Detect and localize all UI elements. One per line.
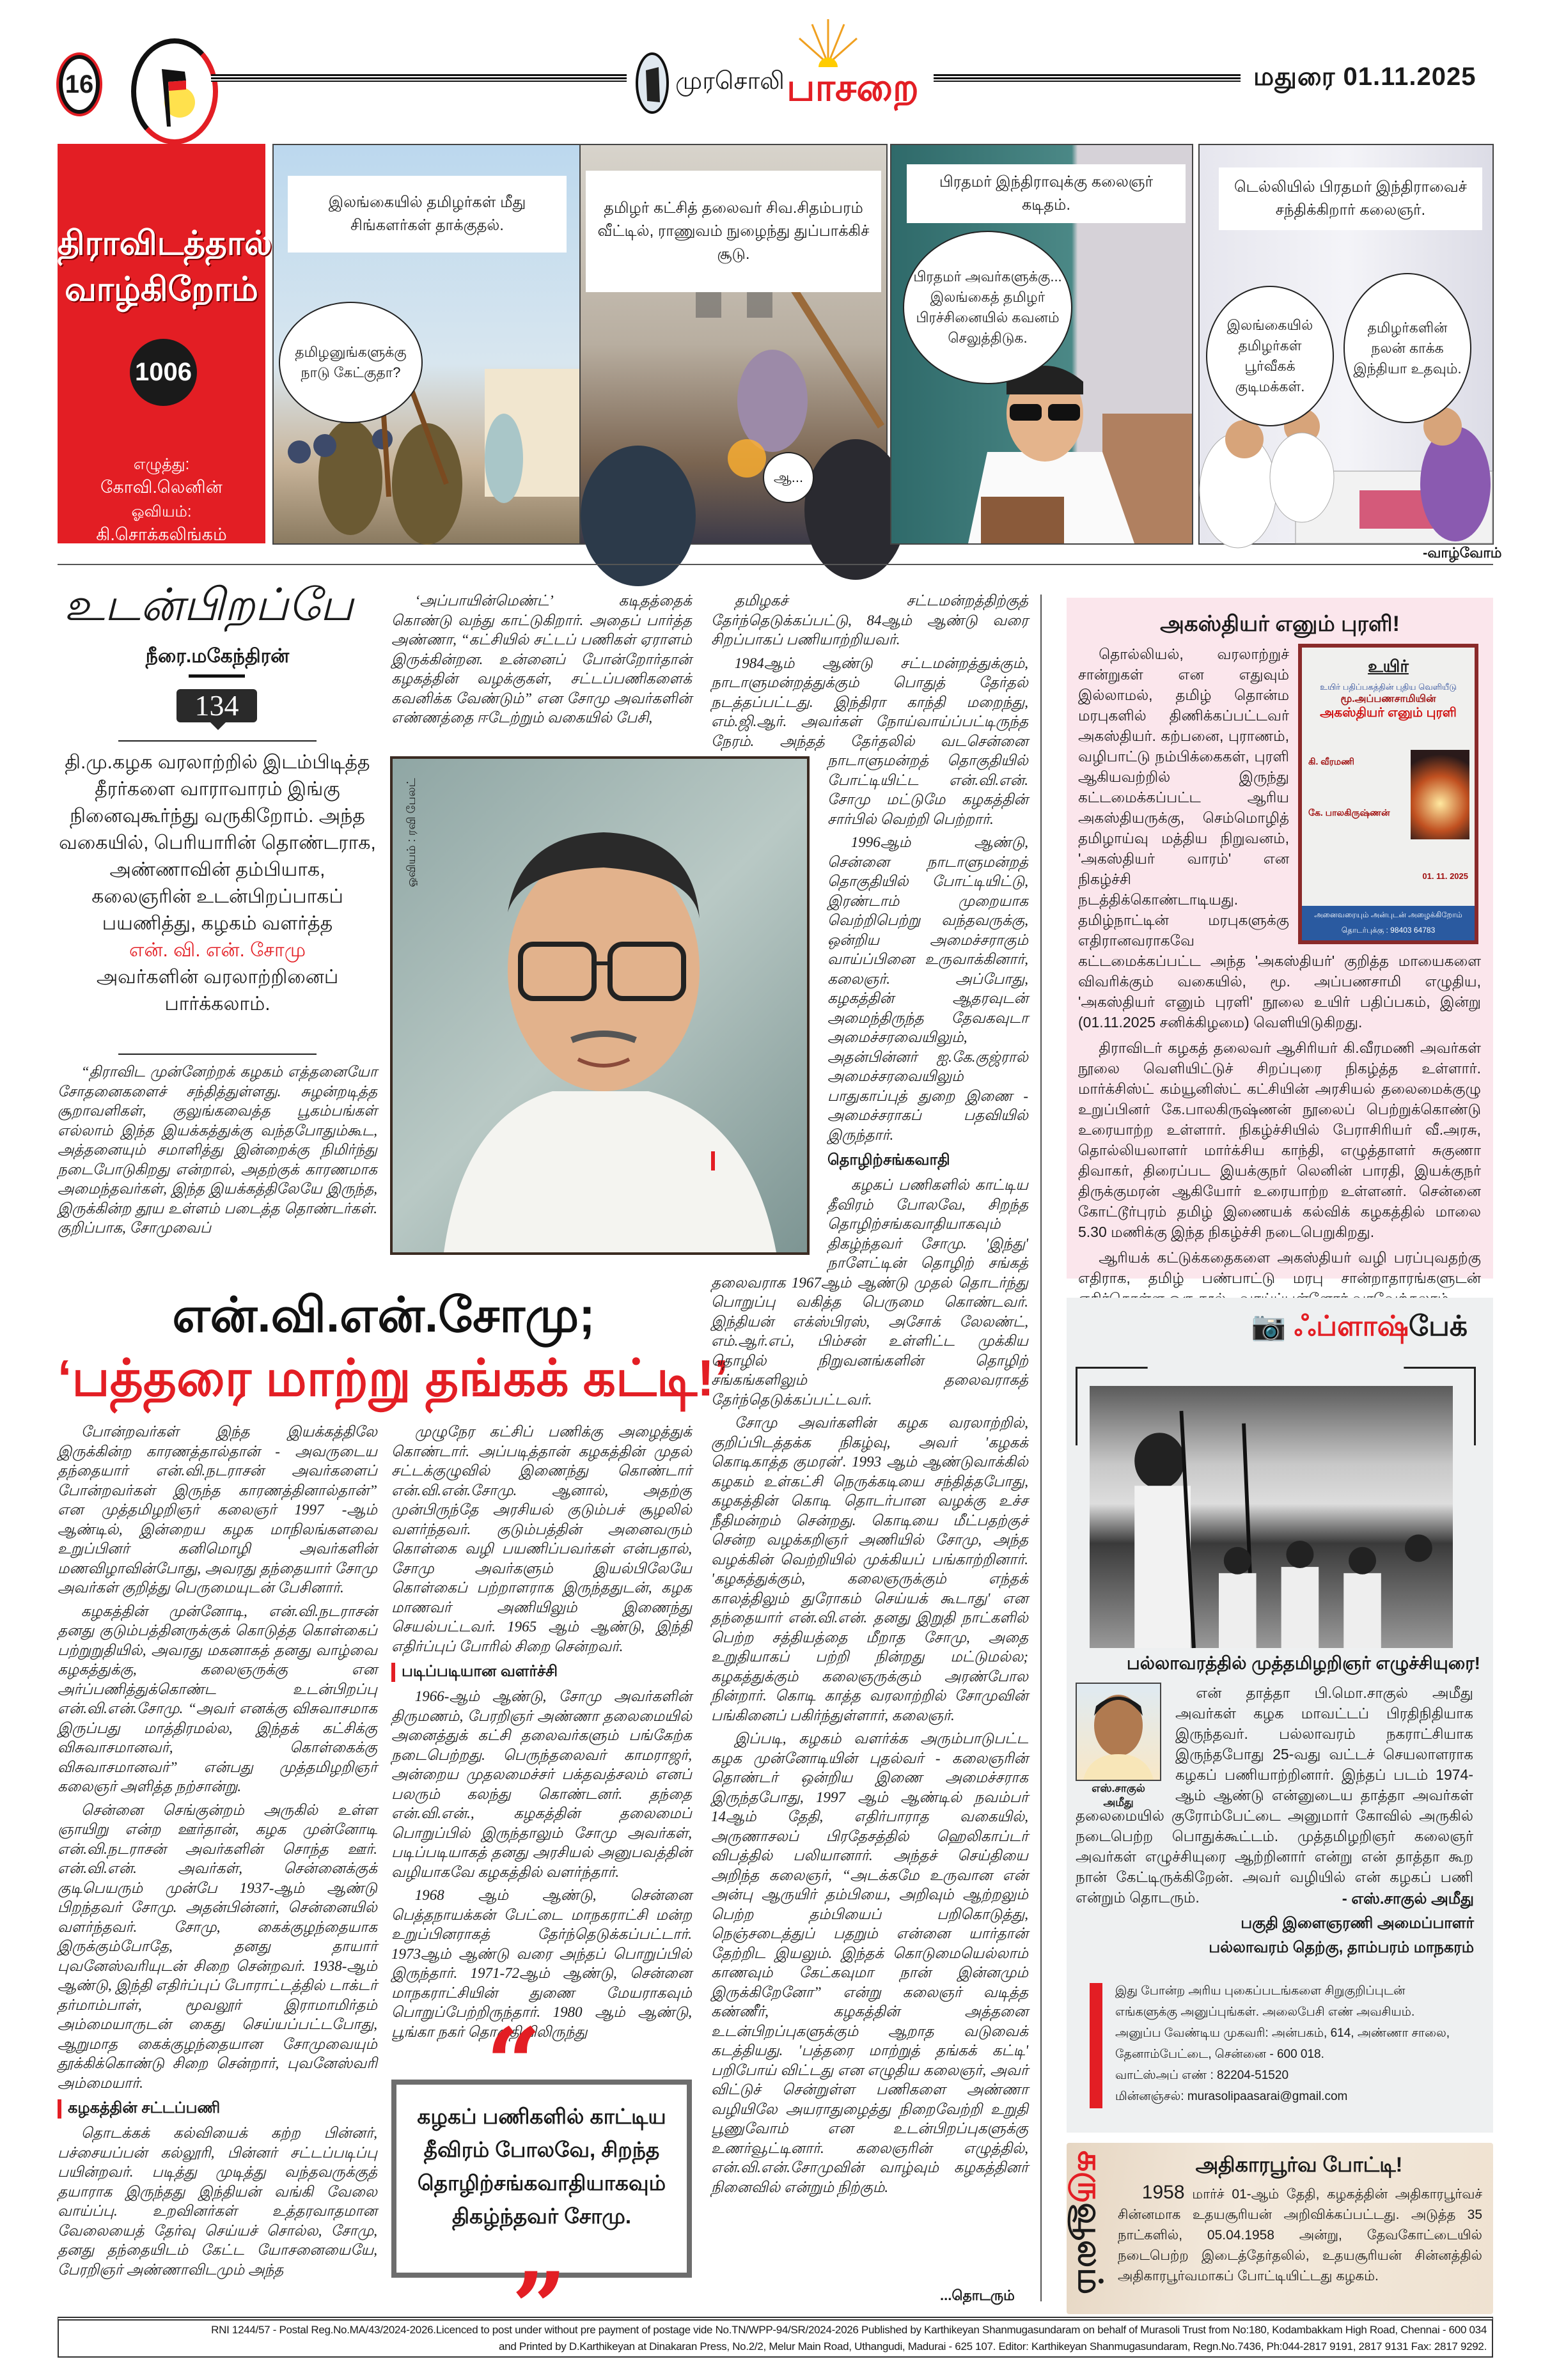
invite-contact: தொடர்புக்கு : 98403 64783 [1341, 926, 1436, 935]
writer-label: எழுத்து: [133, 456, 190, 473]
paragraph: 1996ஆம் ஆண்டு, சென்னை நாடாளுமன்றத் தொகுதியில் போட்டியிட்டு, இரண்டாம் முறையாக வெற்றிபெற்று வந்தவருக்கு, ஒன்றிய அமைச்சராகும் வாய்ப்பினை உருவாக்கினார், கலைஞர். அப்போது, கழகத்தின் ஆதரவுடன் அமைந்திருந்த தேவகவுடா அமைச்சரவையிலும், அதன்பின்னர் ஐ.கே.குஜ்ரால் அமைச்சரவையிலும் பாதுகாப்புத் துறை இணை - அமைச்சராகப் பதவியில் இருந்தார். [827, 834, 1028, 1143]
comic-caption: தமிழர் கட்சித் தலைவர் சிவ.சிதம்பரம் வீட்டில், ராணுவம் நுழைந்து துப்பாக்கிச் சூடு. [586, 171, 881, 292]
invite-publisher: உயிர் [1368, 657, 1409, 676]
badge-pointer [210, 722, 226, 730]
article-col1-bottom [58, 1422, 377, 2305]
flashback-title-red: ஃப்ளாஷ் [1294, 1311, 1409, 1342]
masthead-murasoli: முரசொலி [675, 68, 785, 95]
paragraph: போன்றவர்கள் இந்த இயக்கத்திலே இருக்கின்ற காரணத்தால்தான் - அவருடைய தந்தையார் என்.வி.நடராசன் அவர்களைப் போன்றவர்கள் இருந்த காரணத்தினால்தான்” என முத்தமிழறிஞர் கலைஞர் 1997 -ஆம் ஆண்டில், இன்றைய கழக மாநிலங்களவை உறுப்பினர் கனிமொழி அவர்களின் மணவிழாவின்போது, அவரது தந்தையார் சோமு அவர்கள் குறித்து பெருமையுடன் பேசினார். [58, 1424, 377, 1596]
invite-line: உயிர் பதிப்பகத்தின் புதிய வெளியீடு [1320, 682, 1457, 692]
book-box-title: அகஸ்தியர் எனும் புரளி! [1160, 612, 1400, 636]
artist-name: கி.சொக்கலிங்கம் [96, 525, 227, 544]
party-logo [131, 38, 218, 144]
flashback-box [1067, 1298, 1493, 2133]
sub-heading: கழகத்தின் சட்டப்பணி [58, 2099, 377, 2119]
imprint-footer [58, 2317, 1493, 2358]
speech-bubble: தமிழனுங்களுக்கு நாடு கேட்குதா? [279, 302, 423, 423]
paragraph: சென்னை செங்குன்றம் அருகில் உள்ள ஞாயிறு என்ற ஊர்தான், கழக முன்னோடி என்.வி.நடராசன் அவர்களின் சொந்த ஊர். என்.வி.என். அவர்கள், சென்னைக்குக் குடிபெயரும் முன்பே 1937-ஆம் ஆண்டு பிறந்தவர் சோமு. அதன்பின்னர், சென்னையில் வளர்ந்தவர். சோமு, கைக்குழந்தையாக இருக்கும்போதே, தனது தாயார் புவனேஸ்வரியுடன் சிறை சென்றவர். 1938-ஆம் ஆண்டு, இந்தி எதிர்ப்புப் போராட்டத்தில் டாக்டர் தர்மாம்பாள், மூவலூர் இராமாமிர்தம் அம்மையாருடன் கைது செய்யப்பட்டபோது, ஆறுமாத கைக்குழந்தையான சோமுவையும் தூக்கிக்கொண்டு சிறை சென்றார், புவனேஸ்வரி அம்மையார். [58, 1801, 377, 2091]
label-black: வூலம் [1071, 2202, 1108, 2295]
paragraph: இப்படி, கழகம் வளர்க்க அரும்பாடுபட்ட கழக முன்னோடியின் புதல்வர் - கலைஞரின் தொண்டர் ஒன்றிய இணை அமைச்சராக இருந்தபோது, 1997 ஆம் ஆண்டில் நவம்பர் 14ஆம் தேதி, எதிர்பாராத வகையில், அருணாசலப் பிரதேசத்தில் ஹெலிகாப்டர் விபத்தில் பலியானார். அந்தச் செய்தியை அறிந்த கலைஞர், “அடக்கமே உருவான என் அன்பு ஆருயிர் தம்பியை, அறிவும் ஆற்றலும் பெற்ற தம்பியைப் பறிகொடுத்து, நெஞ்சடைத்துப் பதறும் என்னை யார்தான் தேற்றிட இயலும். இந்தக் கொடுமையெல்லாம் காணவும் கேட்கவுமா நான் இன்னமும் இருக்கிறேனோ” என்று கலைஞர் வடித்த கண்ணீர், கழகத்தின் அத்தனை உடன்பிறப்புகளுக்கும் ஆறாத வடுவைக் கடத்தியது. 'பத்தரை மாற்றுத் தங்கக் கட்டி' பறிபோய் விட்டது என எழுதிய கலைஞர், அவர் விட்டுச் சென்றுள்ள பணிகளை அண்ணா வழியிலே அயராதுழைத்து நிறைவேற்றி உறுதி பூணுவோம் என உடன்பிறப்புகளுக்கு உணர்வூட்டினார். கலைஞரின் எழுத்தில், என்.வி.என்.சோமுவின் வாழ்வும் கழகத்தினர் நினைவில் என்றும் நிற்கும். [711, 1731, 1028, 2195]
invite-speaker: கே. பாலகிருஷ்ணன் [1308, 807, 1390, 818]
intro-rule [118, 1054, 317, 1055]
header-rule [934, 74, 1241, 82]
comic-art-shooting [581, 260, 886, 543]
intro-text: தி.மு.கழக வரலாற்றில் இடம்பிடித்த தீரர்களை வாராவாரம் இங்கு நினைவுகூர்ந்து வருகிறோம். அந்த வகையில், பெரியாரின் தொண்டராக, அண்ணாவின் தம்பியாக, கலைஞரின் உடன்பிறப்பாகப் பயணித்து, கழகம் வளர்த்த [59, 752, 376, 934]
paragraph: கழகத்தின் முன்னோடி, என்.வி.நடராசன் தனது குடும்பத்தினருக்குக் கொடுத்த கொள்கைப் பற்றுறுதியில், அவரது மகனாகத் தனது வாழ்வை கழகத்துக்கு, கலைஞருக்கு என அர்ப்பணித்துக்கொண்ட உடன்பிறப்பு என்.வி.என்.சோமு. “அவர் எனக்கு விசுவாசமாக இருப்பது மாத்திரமல்ல, இந்தக் கட்சிக்கு விசுவாசமானவர், கொள்கைக்கு விசுவாசமானவர்” என்பது முத்தமிழறிஞர் கலைஞர் அளித்த நற்சான்று. [58, 1603, 377, 1794]
to-be-continued: ...தொடரும் [940, 2287, 1015, 2303]
signature-place: பல்லாவரம் தெற்கு, தாம்பரம் மாநகரம் [1209, 1939, 1474, 1956]
info-email[interactable]: மின்னஞ்சல்: murasolipaasarai@gmail.com [1115, 2090, 1348, 2103]
karuvoolam-year: 1958 [1141, 2182, 1185, 2203]
imprint-line2: and Printed by D.Karthikeyan at Dinakaran Press, No.2/2, Melur Main Road, Uthangudi, Madurai - 625 107. Editor: Karthikeyan Shanmugasundaram, Regn.No.7436, Ph:044-2817 9191, 2817 9131 Fax: 2817 9292. [499, 2340, 1487, 2353]
paragraph: தொடக்கக் கல்வியைக் கற்ற பின்னர், பச்சையப்பன் கல்லூரி, பின்னர் சட்டப்படிப்பு பயின்றவர். படித்து முடித்து வந்தவருக்குத் தயாராக இருந்தது இந்தியன் வங்கி வேலை வாய்ப்பு. உறவினர்கள் உத்தரவாதமான வேலையைத் தேர்வு செய்யச் சொல்ல, சோமு, தனது தந்தையிடம் கேட்ட யோசனையையே, பேரறிஞர் அண்ணாவிடமும் அந்த [58, 2125, 377, 2278]
paragraph: 1984ஆம் ஆண்டு சட்டமன்றத்துக்கும், நாடாளுமன்றத்துக்கும் பொதுத் தேர்தல் நடத்தப்பட்டது. இந்திரா காந்தி மறைந்து, எம்.ஜி.ஆர். அவர்கள் நோய்வாய்ப்பட்டிருந்த நேரம். அந்தத் தேர்தலில் வடசென்னை நாடாளுமன்றத் தொகுதியில் போட்டியிட்ட என்.வி.என். சோமு மட்டுமே கழகத்தின் சார்பில் வெற்றி பெற்றார். [711, 655, 1028, 827]
speech-bubble: பிரதமர் அவர்களுக்கு... இலங்கைத் தமிழர் பிரச்சினையில் கவனம் செலுத்திடுக. [903, 231, 1072, 384]
writer-name: கோவி.லெனின் [100, 478, 223, 497]
contributor-caption: எஸ்.சாகுல் அமீது [1092, 1782, 1145, 1808]
signature-name: - எஸ்.சாகுல் அமீது [1342, 1890, 1474, 1908]
paragraph: கழகப் பணிகளில் காட்டிய தீவிரம் போலவே, சிறந்த தொழிற்சங்கவாதியாகவும் திகழ்ந்தவர் சோமு. 'இந்து' நாளேட்டின் தொழிற் சங்கத் தலைவராக 1967ஆம் ஆண்டு முதல் தொடர்ந்து பொறுப்பு வகித்த பெருமை கொண்டவர். இந்தியன் எக்ஸ்பிரஸ், அசோக் லேலண்ட், எம்.ஆர்.எப், பிம்சன் உள்ளிட்ட முக்கிய தொழில் நிறுவனங்களின் தொழிற் சங்கங்களிலும் தலைவராகத் தேர்ந்தெடுக்கப்பட்டவர். [711, 1177, 1028, 1408]
paragraph: ஆரியக் கட்டுக்கதைகளை அகஸ்தியர் வழி பரப்புவதற்கு எதிராக, தமிழ் பண்பாட்டு மரபு சான்றாதாரங்களுடன் [1078, 1249, 1481, 1286]
byline: நீரை.மகேந்திரன் [145, 646, 290, 667]
book-release-box [1067, 598, 1493, 1286]
paragraph: “திராவிட முன்னேற்றக் கழகம் எத்தனையோ சோதனைகளைச் சந்தித்துள்ளது. சுழன்றடித்த சூறாவளிகள், குலுங்கவைத்த பூகம்பங்கள் எல்லாம் இந்த இயக்கத்துக்கு வந்தபோதும்கூட, அத்தனையும் சமாளித்து இன்றைக்கு நிமிர்ந்து நடைபோடுகிறது என்றால், அதற்குக் காரணமாக அமைந்தவர்கள், இந்த இயக்கத்திலேயே இருந்த, இருக்கின்ற தூய உள்ளம் படைத்த தொண்டர்கள். குறிப்பாக, சோமுவைப் [58, 1064, 377, 1236]
masthead-paasarai: பாசறை [787, 66, 919, 109]
flashback-photo-scene [1090, 1386, 1453, 1648]
invite-book-title: அகஸ்தியர் எனும் புரளி [1320, 706, 1457, 720]
comic-panel-4 [1198, 144, 1494, 545]
article-col2-bottom [391, 1422, 692, 2040]
headline-line2: ‘பத்தரை மாற்று தங்கக் கட்டி!’ [58, 1349, 729, 1406]
paragraph: 1966-ஆம் ஆண்டு, சோமு அவர்களின் திருமணம், பேரறிஞர் அண்ணா தலைமையில் அனைத்துக் கட்சி தலைவர்களும் பங்கேற்க நடைபெற்றது. பெருந்தலைவர் காமராஜர், அன்றைய முதலமைச்சர் பக்தவத்சலம் எனப் பலரும் கலந்து கொண்டனர். தந்தை என்.வி.என்., கழகத்தின் தலைமைப் பொறுப்பில் இருந்தாலும் சோமு அவர்கள், படிப்படியாகத் தனது அரசியல் அனுபவத்தின் வழியாகவே கழகத்தில் வளர்ந்தார். [391, 1688, 692, 1880]
flashback-photo [1090, 1386, 1453, 1648]
artist-label: ஓவியம்: [131, 503, 192, 520]
karuvoolam-label [1070, 2151, 1109, 2294]
flashback-heading: பல்லாவரத்தில் முத்தமிழறிஞர் எழுச்சியுரை! [1126, 1653, 1480, 1673]
invite-footer-text: அனைவரையும் அன்புடன் அழைக்கிறோம் [1314, 910, 1462, 919]
book-box-text [1078, 644, 1481, 1286]
invite-speaker: கி. வீரமணி [1308, 756, 1354, 766]
comic-caption: பிரதமர் இந்திராவுக்கு கலைஞர் கடிதம். [907, 164, 1186, 223]
intro-text-end: அவர்களின் வரலாற்றினைப் பார்க்கலாம். [96, 967, 339, 1015]
drum-emblem-icon [633, 51, 671, 115]
byline-rule [189, 674, 245, 678]
imprint-line1: RNI 1244/57 - Postal Reg.No.MA/43/2024-2026.Licenced to post under without pre payment of postage vide No.TN/WPP-94/SR/2024-2026 Published by Karthikeyan Shanmugasundaram on behalf of Murasoli Trust from No:180, Kodambakkam High Road, Chennai - 600 034 [211, 2324, 1487, 2336]
label-red: கரு [1071, 2151, 1108, 2203]
intro-subject-name: என். வி. என். சோமு [129, 940, 306, 961]
pull-quote-box [391, 2080, 692, 2278]
paragraph: தொல்லியல், வரலாற்றுச் சான்றுகள் என எதுவும் இல்லாமல், தமிழ் தொன்ம மரபுகளில் திணிக்கப்பட்டவர் அகஸ்தியர். கற்பனை, புராணம், வழிபாட்டு நம்பிக்கைகள், புரளி ஆகியவற்றில் இருந்து கட்டமைக்கப்பட்ட ஆரிய அகஸ்தியருக்கு, செம்மொழித் தமிழாய்வு மத்திய நிறுவனம், 'அகஸ்தியர் வாரம்' என நிகழ்ச்சி நடத்திக்கொண்டாடியது. தமிழ்நாட்டின் மரபுகளுக்கு எதிரானவராகவே கட்டமைக்கப்பட்ட அந்த 'அகஸ்தியர்' குறித்த மாயைகளை விவரிக்கும் வகையில், மூ. அப்பணசாமி எழுதிய, 'அகஸ்தியர் எனும் புரளி' நூலை உயிர் பதிப்பகம், இன்று (01.11.2025 சனிக்கிழமை) வெளியிடுகிறது. [1078, 646, 1481, 1031]
comic-art-kalaignar-writing [891, 356, 1192, 543]
sub-heading: படிப்படியான வளர்ச்சி [391, 1663, 692, 1682]
flashback-section-title [1251, 1309, 1468, 1346]
series-title-line2: வாழ்கிறோம் [65, 271, 258, 308]
intro-rule [118, 740, 317, 742]
info-address: அனுப்ப வேண்டிய முகவரி: அன்பகம், 614, அண்ணா சாலை, தேனாம்பேட்டை, சென்னை - 600 018. [1115, 2026, 1450, 2061]
comic-panel-1 [272, 144, 581, 545]
open-quote-icon: “ [486, 2007, 542, 2120]
info-accent-bar [1090, 1983, 1102, 2108]
camera-icon: 📷 [1251, 1311, 1287, 1342]
karuvoolam-box [1067, 2143, 1493, 2314]
speech-bubble: ஆ... [763, 452, 814, 503]
column-divider [1040, 595, 1042, 2301]
comic-continued: -வாழ்வோம் [1423, 545, 1502, 561]
paragraph: சோமு அவர்களின் கழக வரலாற்றில், குறிப்பிடத்தக்க நிகழ்வு, அவர் 'கழகக் கொடிகாத்த குமரன்'. 1993 ஆம் ஆண்டுவாக்கில் கழகம் உள்கட்சி நெருக்கடியை சந்தித்தபோது, கழகத்தின் கொடி தொடர்பான வழக்கு உச்ச நீதிமன்றம் சென்றது. கொடியை மீட்பதற்குச் சென்ற வழக்கறிஞர் அணியில் சோமு, அந்த வழக்கின் வெற்றியில் முக்கியப் பங்காற்றினார். 'கழகத்துக்கும், கலைஞருக்கும் எந்தக் காலத்திலும் துரோகம் செய்யக் கூடாது' என தந்தையார் என்.வி.என். தனது இறுதி நாட்களில் பெற்ற சத்தியத்தை மீறாத சோமு, அதை உறுதியாகப் பற்றி நின்றது மட்டுமல்ல; கழகத்துக்கும் கலைஞருக்கும் அரண்போல நின்றார். கொடி காத்த வரலாற்றில் சோமுவின் பங்கினைப் பகிர்ந்துள்ளார், கலைஞர். [711, 1415, 1028, 1723]
sunrise-icon [793, 19, 863, 70]
edition-date: மதுரை 01.11.2025 [1253, 63, 1476, 91]
speech-bubble: இலங்கையில் தமிழர்கள் பூர்வீகக் குடிமக்கள். [1206, 286, 1334, 426]
flashback-body: என் தாத்தா பி.மொ.சாகுல் அமீது அவர்கள் கழக மாவட்டப் பிரதிநிதியாக இருந்தவர். பல்லாவரம் நகராட்சியாக இருந்தபோது 25-வது வட்டச் செயலாளராக கழகப் பணியாற்றினார். இந்தப் படம் 1974-ஆம் ஆண்டு என்னுடைய தாத்தா அவர்கள் தலைமையில் குரோம்பேட்டை அனுமார் கோவில் அருகில் நடைபெற்ற பொதுக்கூட்டம். முத்தமிழறிஞர் கலைஞர் அவர்கள் எழுச்சியுரை ஆற்றினார் என்று என் தாத்தா கூற நான் கேட்டிருக்கிறேன். அவர் வழியில் என் கழகப் பணி என்றும் தொடரும். [1076, 1684, 1473, 1906]
contributor-signature [1209, 1887, 1474, 1960]
close-quote-icon: ” [512, 2252, 567, 2364]
header-rule [211, 74, 627, 82]
karuvoolam-body: மார்ச் 01-ஆம் தேதி, கழகத்தின் அதிகாரபூர்வச் சின்னமாக உதயசூரியன் அறிவிக்கப்பட்டது. அடுத்த 35 நாட்களில், 05.04.1958 அன்று, தேவகோட்டையில் நடைபெற்ற இடைத்தேர்தலில், உதயசூரியன் சின்னத்தில் அதிகாரபூர்வமாகப் போட்டியிட்டது கழகம். [1118, 2187, 1482, 2283]
paragraph: 1968 ஆம் ஆண்டு, சென்னை பெத்தநாயக்கன் பேட்டை மாநகராட்சி மன்ற உறுப்பினராகத் தேர்ந்தெடுக்கப்பட்டார். 1973ஆம் ஆண்டு வரை அந்தப் பொறுப்பில் இருந்தார். 1971-72ஆம் ஆண்டு, சென்னை மாநகராட்சியின் துணை மேயராகவும் பொறுப்பேற்றிருந்தார். 1980 ஆம் ஆண்டு, பூங்கா நகர் தொகுதியிலிருந்து [391, 1887, 692, 2040]
comic-panel-2 [579, 144, 888, 545]
flashback-title-black: பேக் [1408, 1311, 1468, 1342]
info-whatsapp: வாட்ஸ்அப் எண் : 82204-51520 [1115, 2069, 1289, 2082]
comic-panel-3 [890, 144, 1193, 545]
signature-role: பகுதி இளைஞரணி அமைப்பாளர் [1241, 1915, 1474, 1932]
masthead [633, 26, 927, 115]
submission-info [1115, 1980, 1461, 2107]
info-line: இது போன்ற அரிய புகைப்படங்களை சிறுகுறிப்புடன் எங்களுக்கு அனுப்புங்கள். அலைபேசி எண் அவசியம். [1115, 1984, 1415, 2019]
comic-caption: இலங்கையில் தமிழர்கள் மீது சிங்களர்கள் தாக்குதல். [288, 176, 567, 253]
section-divider [58, 564, 1493, 565]
invite-author: மூ.அப்பணசாமியின் [1340, 694, 1436, 704]
karuvoolam-heading: அதிகாரபூர்வ போட்டி! [1195, 2153, 1403, 2176]
part-number-badge: 134 [176, 689, 257, 722]
page-number: 16 [59, 55, 100, 114]
comic-caption: டெல்லியில் பிரதமர் இந்திராவைச் சந்திக்கிறார் கலைஞர். [1219, 167, 1482, 230]
invite-date: 01. 11. 2025 [1422, 871, 1468, 881]
episode-number: 1006 [130, 339, 197, 406]
article-headline [58, 1285, 729, 1410]
comic-series-box [58, 144, 272, 544]
article-col3 [711, 591, 1028, 2279]
speech-bubble: தமிழர்களின் நலன் காக்க இந்தியா உதவும். [1343, 273, 1471, 423]
column-title: உடன்பிறப்பே [64, 579, 354, 631]
series-title-line1: திராவிடத்தால் [58, 225, 272, 262]
article-intro [58, 749, 377, 1018]
paragraph: திராவிடர் கழகத் தலைவர் ஆசிரியர் கி.வீரமணி அவர்கள் நூலை வெளியிட்டுச் சிறப்புரை நிகழ்த்த உள்ளார். மார்க்சிஸ்ட் கம்யூனிஸ்ட் கட்சியின் அரசியல் தலைமைக்குழு உறுப்பினர் கே.பாலகிருஷ்ணன் நூலைப் பெற்றுக்கொண்டு உரையாற்ற உள்ளார். நிகழ்ச்சியில் பேராசிரியர் வீ.அரசு, தொல்லியலாளர் மார்க்சிய காந்தி, எழுத்தாளர் சுகுணா திவாகர், திரைப்பட இயக்குநர் லெனின் பாரதி, இயக்குநர் திருக்குமரன் ஆகியோர் உரையாற்ற உள்ளனர். சென்னை கோட்டூர்புரம் தமிழ் இணையக் கல்விக் கழகத்தில் மாலை 5.30 மணிக்கு இந்த நிகழ்ச்சி நடைபெறுகிறது. [1078, 1039, 1481, 1240]
portrait-credit: ஓவியம் : ரவி பேலட் [405, 778, 418, 887]
karuvoolam-text [1118, 2182, 1482, 2287]
article-col2-top [391, 591, 692, 738]
paragraph: முழுநேர கட்சிப் பணிக்கு அழைத்துக் கொண்டார். அப்படித்தான் கழகத்தின் முதல் சட்டக்குழுவில் இணைந்து கொண்டார் என்.வி.என்.சோமு. ஆனால், அதற்கு முன்பிருந்தே அரசியல் குடும்பச் சூழலில் வளர்ந்தவர். குடும்பத்தின் அனைவரும் கொள்கை வழி பயணிப்பவர்கள் என்பதால், சோமு அவர்களும் இயல்பிலேயே கொள்கைப் பற்றாளராக இருந்ததுடன், கழக மாணவர் அணியிலும் இணைந்து செயல்பட்டவர். 1965 ஆம் ஆண்டு, இந்தி எதிர்ப்புப் போரில் சிறை சென்றவர். [391, 1424, 692, 1654]
paragraph: தமிழகச் சட்டமன்றத்திற்குத் தேர்ந்தெடுக்கப்பட்டு, 84ஆம் ஆண்டு வரை சிறப்பாகப் பணியாற்றியவர். [711, 593, 1028, 648]
pull-quote: கழகப் பணிகளில் காட்டிய தீவிரம் போலவே, சிறந்த தொழிற்சங்கவாதியாகவும் திகழ்ந்தவர் சோமு. [417, 2104, 666, 2228]
headline-line1: என்.வி.என்.சோமு; [172, 1288, 595, 1342]
sub-heading: தொழிற்சங்கவாதி [711, 1151, 1028, 1171]
paragraph: ‘அப்பாயின்மெண்ட்’ கடிதத்தைக் கொண்டு வந்து காட்டுகிறார். அதைப் பார்த்த அண்ணா, “கட்சியில் சட்டப் பணிகள் ஏராளம் இருக்கின்றன. உன்னைப் போன்றோர்தான் கழகத்தின் வழக்குகள், சட்டப்பணிகளைக் கவனிக்க வேண்டும்” என சோமு அவர்களின் எண்ணத்தை ஈடேற்றும் வகையில் பேசி, [391, 593, 692, 726]
article-col1-top [58, 1062, 377, 1254]
